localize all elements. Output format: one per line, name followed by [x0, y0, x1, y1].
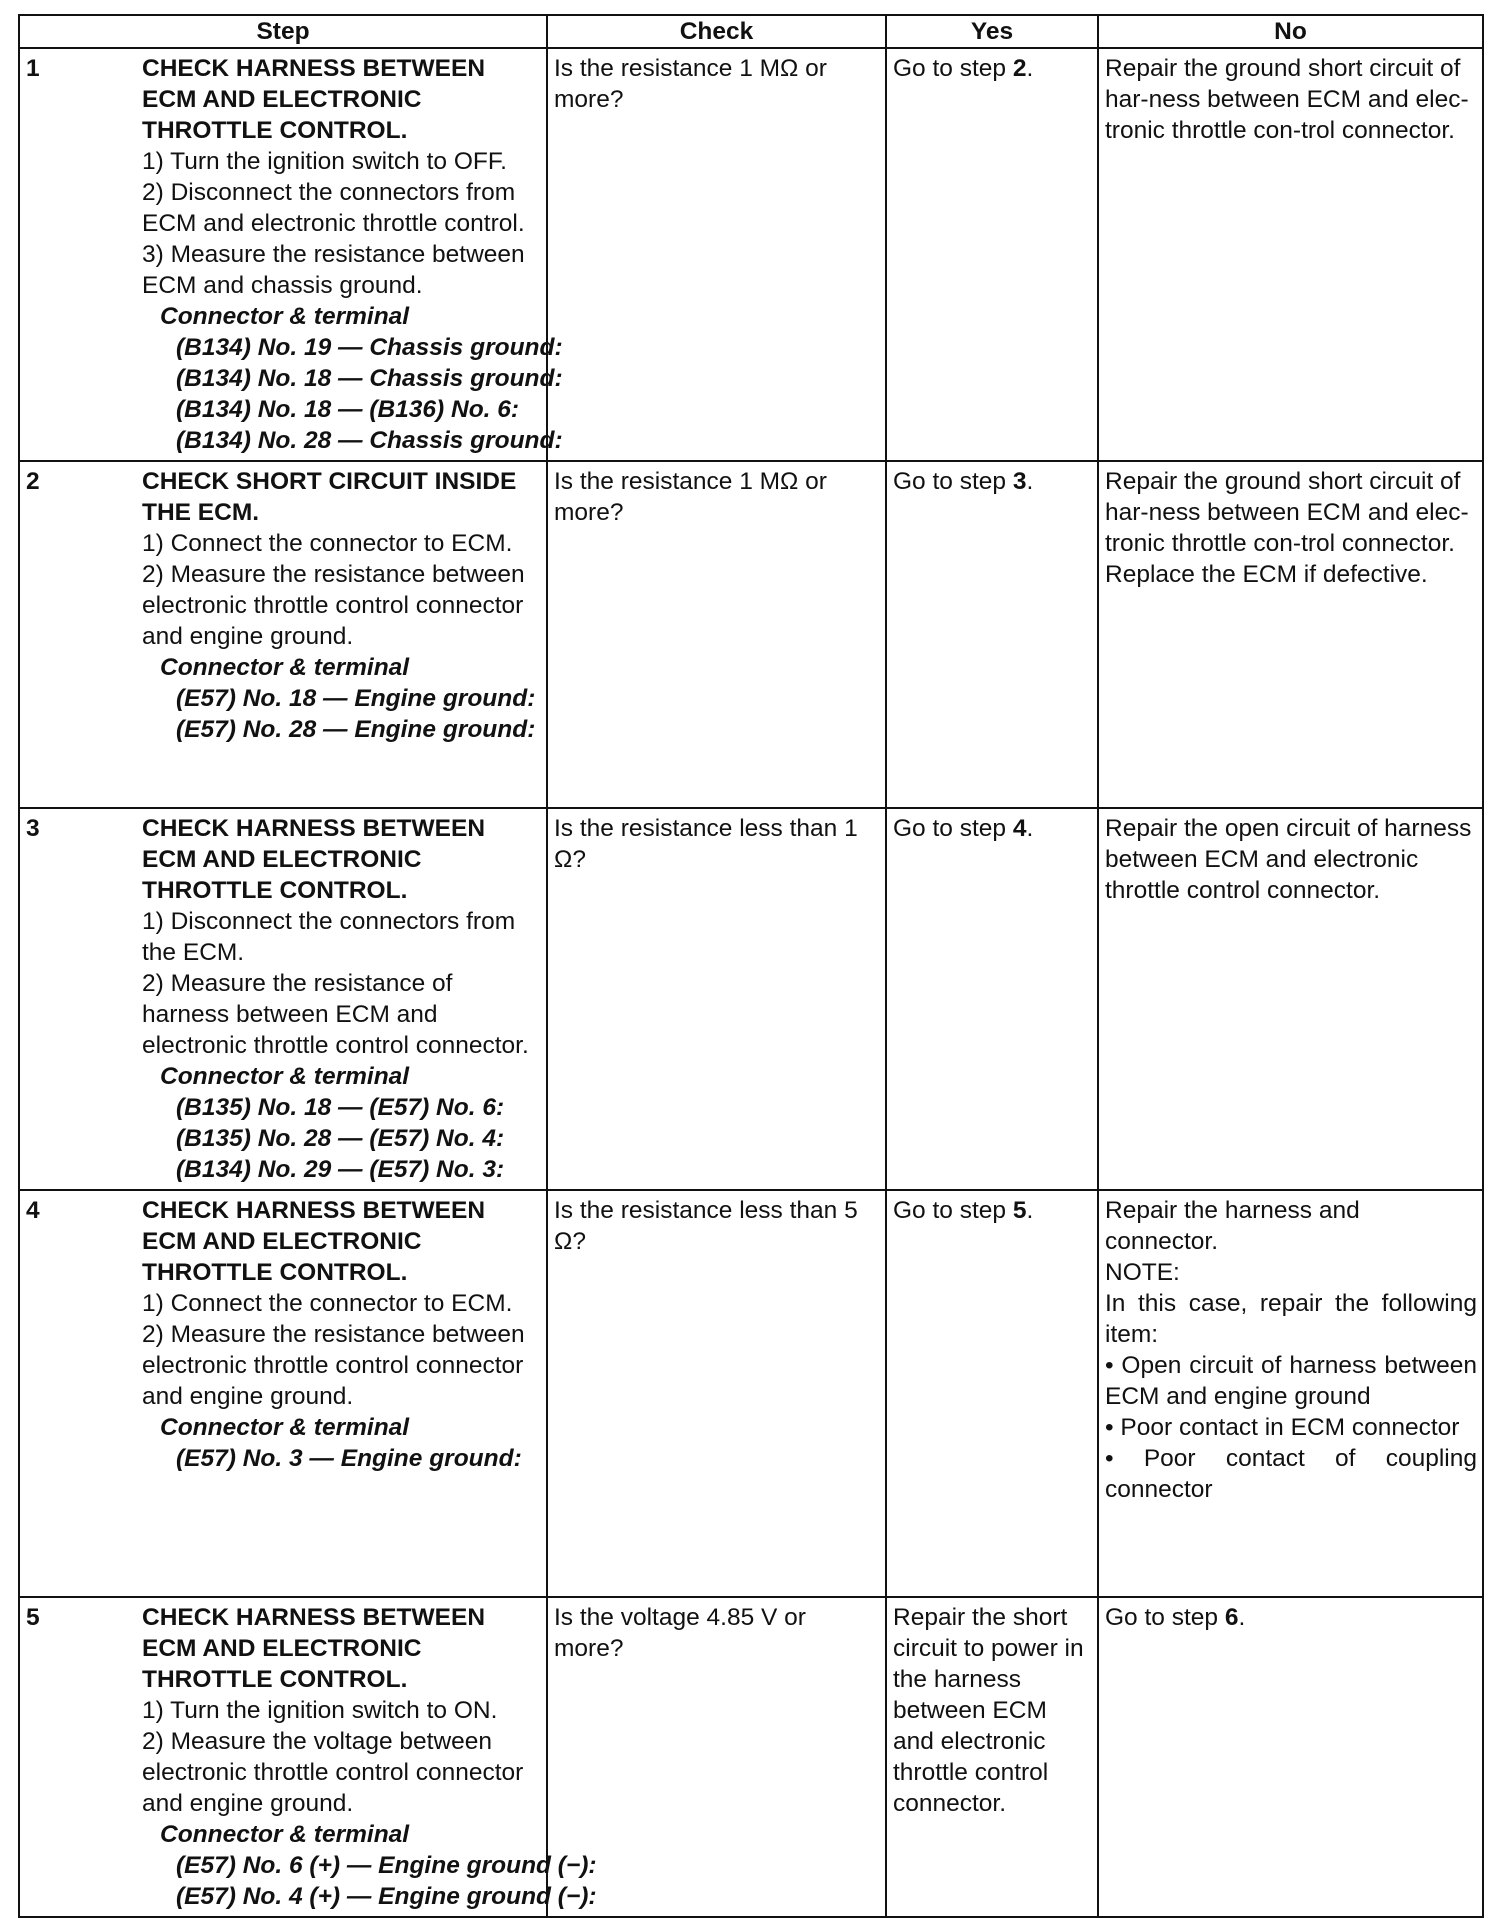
yes-cell	[886, 48, 1098, 461]
header-check: Check	[547, 15, 886, 48]
no-suffix: .	[1238, 1604, 1246, 1631]
check-cell: Is the resistance 1 MΩ or more?	[547, 48, 886, 461]
step-instruction: 2) Disconnect the connectors from ECM and electronic throttle control.	[142, 179, 525, 237]
connector-terminal: (B134) No. 18 — Chassis ground:	[176, 365, 563, 392]
step-number: 4	[19, 1190, 136, 1597]
connector-terminal: (E57) No. 3 — Engine ground:	[176, 1445, 522, 1472]
connector-heading: Connector & terminal	[160, 654, 410, 681]
no-cell	[1098, 1597, 1483, 1917]
no-prefix: Go to step	[1105, 1604, 1225, 1631]
step-instruction: 2) Measure the resistance of harness between ECM and electronic throttle control connector.	[142, 970, 529, 1059]
no-step-link: 6	[1224, 1604, 1239, 1631]
connector-heading: Connector & terminal	[160, 1821, 410, 1848]
table-row	[19, 1597, 1483, 1917]
connector-terminal: (B134) No. 29 — (E57) No. 3:	[176, 1156, 505, 1183]
header-no: No	[1098, 15, 1483, 48]
table-row	[19, 1190, 1483, 1597]
step-instruction: 2) Measure the voltage between electronic throttle control connector and engine ground.	[142, 1728, 524, 1817]
step-instruction: 1) Connect the connector to ECM.	[142, 530, 513, 557]
no-cell: Repair the open circuit of harness between ECM and electronic throttle control connector.	[1098, 808, 1483, 1190]
yes-cell	[886, 1190, 1098, 1597]
step-content	[136, 1597, 597, 1917]
yes-prefix: Go to step	[893, 55, 1013, 82]
note-item: • Poor contact of coupling connector	[1105, 1445, 1477, 1503]
no-cell: Repair the ground short circuit of har-ness between ECM and elec-tronic throttle con-trol connector. Replace the ECM if defective.	[1098, 461, 1483, 808]
step-instruction: 3) Measure the resistance between ECM and chassis ground.	[142, 241, 525, 299]
step-number: 3	[19, 808, 136, 1190]
yes-suffix: .	[1026, 815, 1034, 842]
check-cell: Is the voltage 4.85 V or more?	[547, 1597, 886, 1917]
step-number: 1	[19, 48, 136, 461]
step-number: 5	[19, 1597, 136, 1917]
connector-heading: Connector & terminal	[160, 303, 410, 330]
header-yes: Yes	[886, 15, 1098, 48]
step-instruction: 1) Turn the ignition switch to ON.	[142, 1697, 498, 1724]
connector-heading: Connector & terminal	[160, 1063, 410, 1090]
step-instruction: 2) Measure the resistance between electronic throttle control connector and engine ground.	[142, 1321, 525, 1410]
step-instruction: 1) Disconnect the connectors from the ECM.	[142, 908, 516, 966]
connector-terminal: (B134) No. 19 — Chassis ground:	[176, 334, 563, 361]
step-content	[136, 48, 563, 461]
step-title: CHECK SHORT CIRCUIT INSIDE THE ECM.	[142, 468, 517, 526]
yes-cell: Repair the short circuit to power in the harness between ECM and electronic throttle control connector.	[886, 1597, 1098, 1917]
no-cell: Repair the ground short circuit of har-ness between ECM and elec-tronic throttle con-trol connector.	[1098, 48, 1483, 461]
connector-terminal: (E57) No. 18 — Engine ground:	[176, 685, 536, 712]
connector-terminal: (B134) No. 28 — Chassis ground:	[176, 427, 563, 454]
yes-suffix: .	[1026, 1197, 1034, 1224]
check-cell: Is the resistance less than 1 Ω?	[547, 808, 886, 1190]
connector-terminal: (E57) No. 4 (+) — Engine ground (−):	[176, 1883, 597, 1910]
yes-suffix: .	[1026, 55, 1034, 82]
table-row	[19, 808, 1483, 1190]
step-number: 2	[19, 461, 136, 808]
step-content	[136, 808, 547, 1190]
yes-prefix: Go to step	[893, 815, 1013, 842]
step-content	[136, 461, 547, 808]
step-instruction: 1) Turn the ignition switch to OFF.	[142, 148, 507, 175]
connector-terminal: (E57) No. 6 (+) — Engine ground (−):	[176, 1852, 597, 1879]
yes-prefix: Go to step	[893, 468, 1013, 495]
check-cell: Is the resistance less than 5 Ω?	[547, 1190, 886, 1597]
step-instruction: 2) Measure the resistance between electronic throttle control connector and engine ground.	[142, 561, 525, 650]
connector-heading: Connector & terminal	[160, 1414, 410, 1441]
note-item: • Open circuit of harness between ECM and engine ground	[1105, 1352, 1477, 1410]
note-text: In this case, repair the following item:	[1105, 1290, 1477, 1348]
yes-step-link: 2	[1012, 55, 1027, 82]
note-item: • Poor contact in ECM connector	[1105, 1414, 1460, 1441]
no-cell	[1098, 1190, 1483, 1597]
note-label: NOTE:	[1105, 1259, 1180, 1286]
step-content	[136, 1190, 547, 1597]
connector-terminal: (B135) No. 18 — (E57) No. 6:	[176, 1094, 505, 1121]
step-title: CHECK HARNESS BETWEEN ECM AND ELECTRONIC THROTTLE CONTROL.	[142, 1197, 486, 1286]
check-cell: Is the resistance 1 MΩ or more?	[547, 461, 886, 808]
yes-step-link: 5	[1012, 1197, 1027, 1224]
table-row	[19, 461, 1483, 808]
header-step: Step	[19, 15, 547, 48]
yes-suffix: .	[1026, 468, 1034, 495]
header-row	[19, 15, 1483, 48]
no-text: Repair the harness and connector.	[1105, 1197, 1360, 1255]
yes-step-link: 3	[1012, 468, 1027, 495]
diagnostic-table	[18, 14, 1484, 1918]
step-instruction: 1) Connect the connector to ECM.	[142, 1290, 513, 1317]
yes-prefix: Go to step	[893, 1197, 1013, 1224]
yes-cell	[886, 808, 1098, 1190]
connector-terminal: (E57) No. 28 — Engine ground:	[176, 716, 536, 743]
connector-terminal: (B135) No. 28 — (E57) No. 4:	[176, 1125, 505, 1152]
step-title: CHECK HARNESS BETWEEN ECM AND ELECTRONIC THROTTLE CONTROL.	[142, 815, 486, 904]
yes-cell	[886, 461, 1098, 808]
yes-step-link: 4	[1012, 815, 1027, 842]
connector-terminal: (B134) No. 18 — (B136) No. 6:	[176, 396, 520, 423]
step-title: CHECK HARNESS BETWEEN ECM AND ELECTRONIC THROTTLE CONTROL.	[142, 1604, 486, 1693]
table-row	[19, 48, 1483, 461]
step-title: CHECK HARNESS BETWEEN ECM AND ELECTRONIC THROTTLE CONTROL.	[142, 55, 486, 144]
